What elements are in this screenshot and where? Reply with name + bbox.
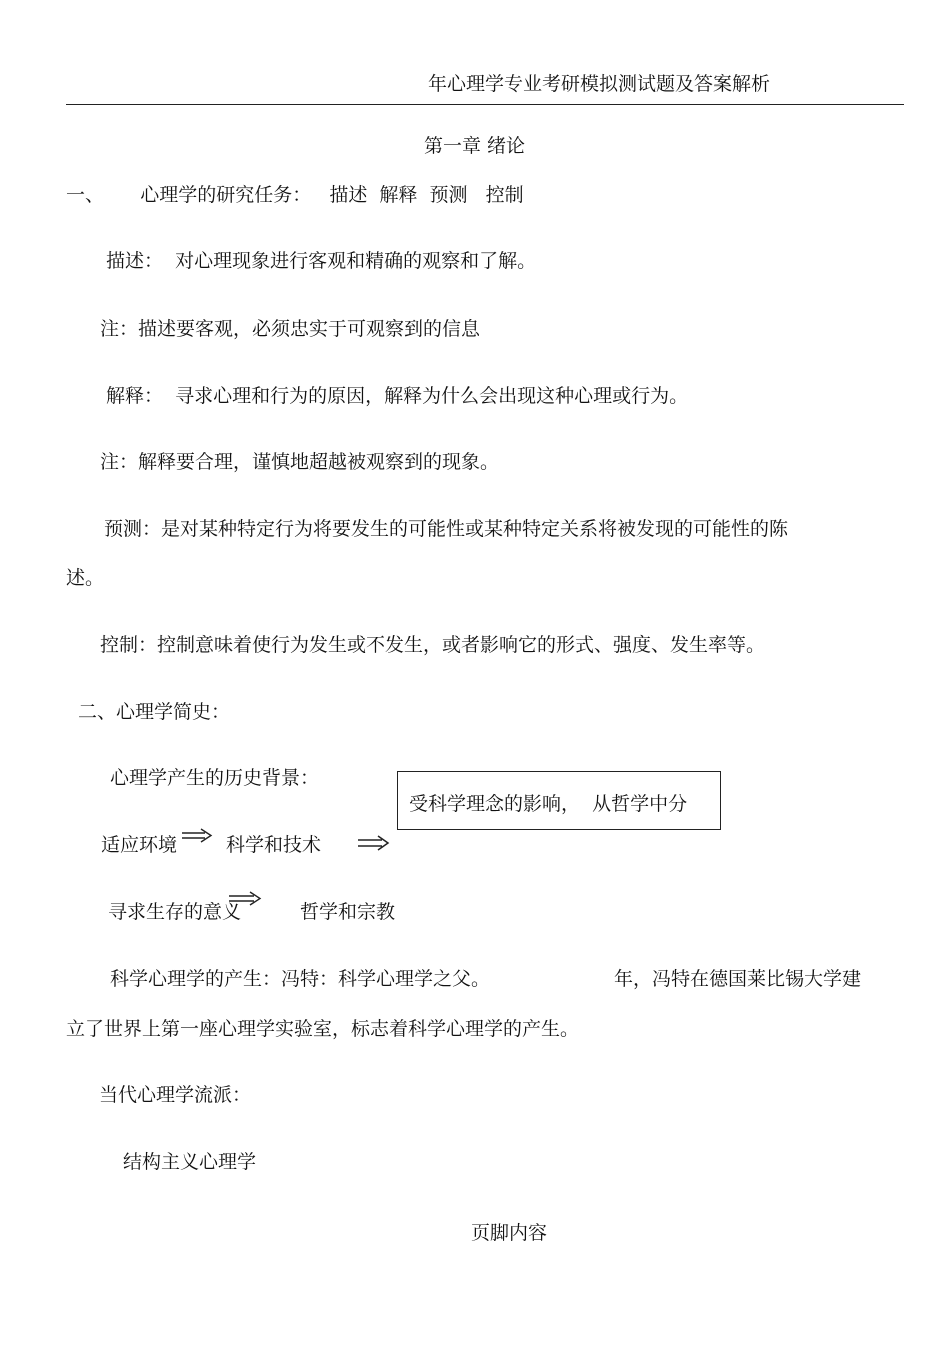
influence-box-text: 受科学理念的影响， 从哲学中分: [409, 793, 688, 815]
philosophy-religion-label: 哲学和宗教: [300, 901, 396, 923]
predict-paragraph-line1: 预测：是对某种特定行为将要发生的可能性或某种特定关系将被发现的可能性的陈: [104, 518, 789, 540]
scientific-psychology-line2: 立了世界上第一座心理学实验室，标志着科学心理学的产生。: [66, 1018, 580, 1040]
double-arrow-right-icon: [357, 836, 391, 852]
document-title: 年心理学专业考研模拟测试题及答案解析: [428, 73, 771, 95]
seek-meaning-label: 寻求生存的意义: [108, 901, 242, 923]
chapter-title: 第一章 绪论: [424, 135, 526, 157]
arrow-right-icon-2: [228, 892, 262, 908]
science-technology-label: 科学和技术: [226, 834, 322, 856]
background-label: 心理学产生的历史背景：: [110, 767, 320, 789]
section-1-heading: 一、 心理学的研究任务： 描述 解释 预测 控制: [66, 184, 524, 206]
describe-paragraph: 描述： 对心理现象进行客观和精确的观察和了解。: [106, 250, 537, 272]
header-rule: [66, 104, 904, 105]
arrow-right-icon: [181, 829, 213, 845]
explain-paragraph: 解释： 寻求心理和行为的原因，解释为什么会出现这种心理或行为。: [106, 385, 689, 407]
explain-note: 注：解释要合理，谨慎地超越被观察到的现象。: [100, 451, 500, 473]
control-paragraph: 控制：控制意味着使行为发生或不发生，或者影响它的形式、强度、发生率等。: [100, 634, 766, 656]
describe-note: 注：描述要客观，必须忠实于可观察到的信息: [100, 318, 481, 340]
predict-paragraph-line2: 述。: [66, 567, 105, 589]
influence-box: [397, 771, 721, 830]
page-footer: 页脚内容: [471, 1222, 548, 1244]
adapt-environment-label: 适应环境: [101, 834, 178, 856]
scientific-psychology-line1-a: 科学心理学的产生：冯特：科学心理学之父。: [110, 968, 491, 990]
school-item-structuralism: 结构主义心理学: [123, 1151, 257, 1173]
scientific-psychology-line1-b: 年，冯特在德国莱比锡大学建: [614, 968, 862, 990]
section-2-heading: 二、心理学简史：: [78, 701, 231, 723]
schools-label: 当代心理学流派：: [99, 1084, 252, 1106]
